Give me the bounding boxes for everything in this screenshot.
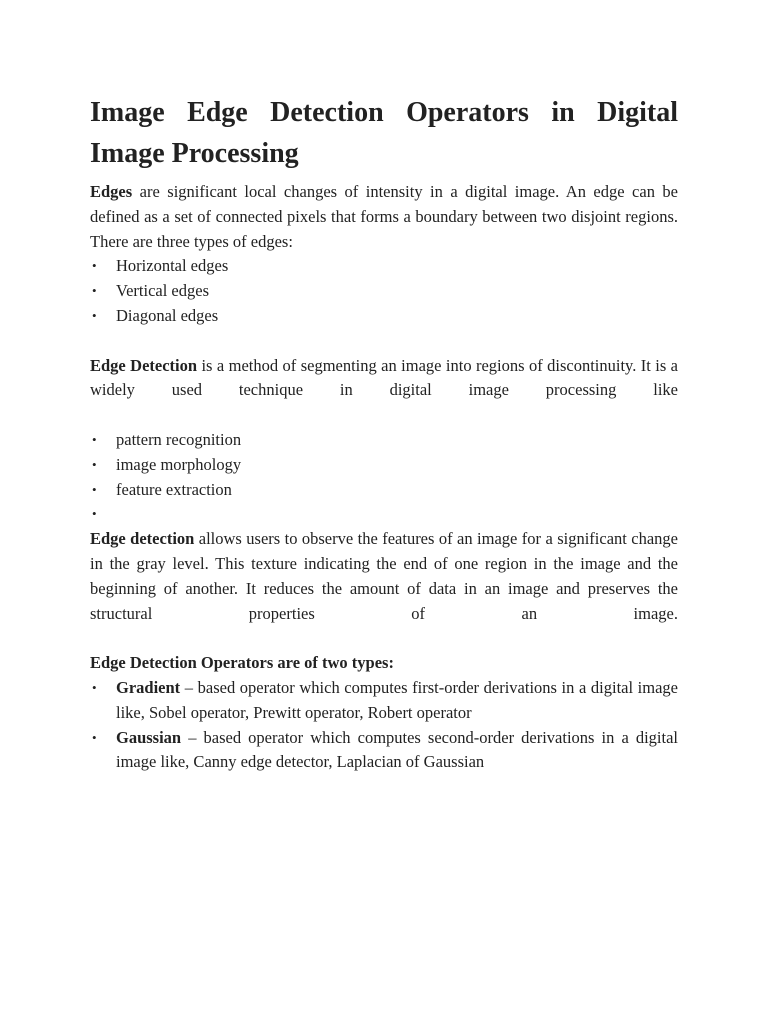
operators-list (90, 676, 678, 775)
allows-term: Edge detection (90, 529, 195, 549)
operator-text: – based operator which computes second-order derivations in a digital image like, Canny edge detector, Laplacian of Gaussian (116, 727, 678, 772)
allows-text: allows users to observe the features of an image for a significant change in the gray level. This texture indicating the end of one region in the image and the beginning of another. It reduces the amount of data in an image and preserves the structural properties of an image. (90, 529, 679, 623)
list-item-text: Horizontal edges (116, 256, 229, 276)
list-item (90, 428, 678, 453)
intro-text: are significant local changes of intensity in a digital image. An edge can be defined as a set of connected pixels that forms a boundary between two disjoint regions. There are three types of edges: (90, 182, 678, 251)
spacer (90, 329, 678, 354)
list-item (90, 502, 678, 527)
list-item-text: feature extraction (116, 479, 232, 499)
detection-paragraph (90, 354, 678, 404)
list-item (90, 254, 678, 279)
uses-list (90, 428, 678, 527)
operator-term: Gaussian (116, 727, 182, 747)
list-item (90, 279, 678, 304)
operators-heading (90, 651, 678, 676)
edge-types-list (90, 254, 678, 328)
list-item-text: Vertical edges (116, 281, 209, 301)
allows-paragraph (90, 527, 678, 626)
list-item (90, 478, 678, 503)
bullet-icon: • (92, 729, 97, 745)
bullet-icon: • (92, 307, 97, 323)
operator-text: – based operator which computes first-order derivations in a digital image like, Sobel operator, Prewitt operator, Robert operator (116, 677, 678, 722)
list-item-text: pattern recognition (116, 429, 242, 449)
list-item (90, 726, 678, 776)
detection-term: Edge Detection (90, 355, 198, 375)
title-line-1: Image Edge Detection Operators in Digital (90, 97, 678, 128)
detection-text: is a method of segmenting an image into regions of discontinuity. It is a widely used technique in digital image processing like (90, 355, 678, 400)
bullet-icon: • (92, 283, 97, 299)
bullet-icon: • (92, 456, 97, 472)
list-item (90, 453, 678, 478)
operator-term: Gradient (116, 677, 181, 697)
list-item (90, 304, 678, 329)
list-item-text: image morphology (116, 454, 242, 474)
spacer (90, 626, 678, 651)
title-line-2: Image Processing (90, 138, 299, 169)
list-item-text: Diagonal edges (116, 305, 219, 325)
intro-paragraph (90, 180, 678, 254)
list-item (90, 676, 678, 726)
document-title (90, 92, 678, 174)
bullet-icon: • (92, 506, 97, 522)
bullet-icon: • (92, 679, 97, 695)
spacer (90, 403, 678, 428)
bullet-icon: • (92, 481, 97, 497)
operators-heading-text: Edge Detection Operators are of two types: (90, 653, 394, 673)
bullet-icon: • (92, 258, 97, 274)
bullet-icon: • (92, 431, 97, 447)
intro-term: Edges (90, 182, 133, 201)
